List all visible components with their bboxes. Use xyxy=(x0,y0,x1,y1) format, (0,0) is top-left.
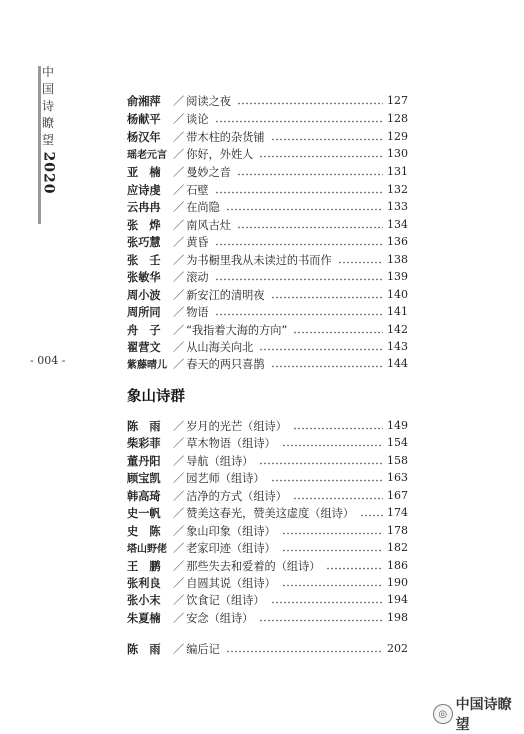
toc-page: 149 xyxy=(387,419,408,432)
toc-separator: ／ xyxy=(173,323,185,337)
toc-page: 128 xyxy=(387,112,408,125)
toc-page: 138 xyxy=(387,253,408,266)
toc-row xyxy=(127,338,408,355)
toc-leader xyxy=(226,208,383,211)
toc-separator: ／ xyxy=(173,593,185,607)
spine-char: 国 xyxy=(41,82,54,96)
toc-separator: ／ xyxy=(173,611,185,625)
toc-title: 那些失去和爱着的（组诗） xyxy=(186,559,321,573)
toc-page: 163 xyxy=(387,471,408,484)
toc-author: 顾宝凯 xyxy=(127,471,161,485)
toc-separator: ／ xyxy=(173,253,185,267)
toc-leader xyxy=(338,261,383,264)
toc-page: 129 xyxy=(387,130,408,143)
toc-leader xyxy=(259,155,383,158)
toc-page: 154 xyxy=(387,436,408,449)
toc-leader xyxy=(326,567,383,570)
toc-title: 春天的两只喜鹊 xyxy=(186,357,265,371)
toc-row xyxy=(127,609,408,626)
toc-author: 云冉冉 xyxy=(127,200,161,214)
toc-separator: ／ xyxy=(173,288,185,302)
toc-separator: ／ xyxy=(173,165,185,179)
toc-author: 张 壬 xyxy=(127,253,161,267)
toc-title: 从山海关向北 xyxy=(186,340,254,354)
toc-row xyxy=(127,574,408,591)
spine-title xyxy=(40,64,56,195)
toc-title: 带木柱的杂货铺 xyxy=(186,130,265,144)
toc-page: 178 xyxy=(387,524,408,537)
toc-author: 陈 雨 xyxy=(127,419,161,433)
toc-row xyxy=(127,434,408,451)
toc-author: 舟 子 xyxy=(127,323,161,337)
toc-row xyxy=(127,233,408,250)
toc-leader xyxy=(259,462,383,465)
toc-page: 167 xyxy=(387,489,408,502)
toc-title: 石壁 xyxy=(186,183,209,197)
toc-leader xyxy=(259,619,383,622)
toc-page: 136 xyxy=(387,235,408,248)
toc-row xyxy=(127,268,408,285)
toc-leader xyxy=(215,313,383,316)
toc-separator: ／ xyxy=(173,642,185,656)
toc-author: 翟营文 xyxy=(127,340,161,354)
toc-separator: ／ xyxy=(173,454,185,468)
toc-author: 史一帆 xyxy=(127,506,161,520)
spine-char: 中 xyxy=(41,65,54,79)
toc-title: “我指着大海的方向” xyxy=(186,323,288,337)
toc-title: 导航（组诗） xyxy=(186,454,254,468)
toc-row xyxy=(127,504,408,521)
toc-title: 阅读之夜 xyxy=(186,94,231,108)
toc-leader xyxy=(215,278,383,281)
toc-separator: ／ xyxy=(173,340,185,354)
toc-row xyxy=(127,640,408,657)
toc-page: 158 xyxy=(387,454,408,467)
toc-title: 象山印象（组诗） xyxy=(186,524,276,538)
toc-title: 新安江的清明夜 xyxy=(186,288,265,302)
toc-title: 草木物语（组诗） xyxy=(186,436,276,450)
toc-author: 杨汉年 xyxy=(127,130,161,144)
toc-leader xyxy=(293,331,383,334)
toc-separator: ／ xyxy=(173,419,185,433)
toc-row xyxy=(127,92,408,109)
toc-row xyxy=(127,321,408,338)
toc-separator: ／ xyxy=(173,489,185,503)
spine-char: 诗 xyxy=(41,99,54,113)
toc-author: 柴彩菲 xyxy=(127,436,161,450)
toc-author: 张利良 xyxy=(127,576,161,590)
toc-author: 董丹阳 xyxy=(127,454,161,468)
toc-row xyxy=(127,452,408,469)
toc-title: 在尚隐 xyxy=(186,200,220,214)
toc-author: 塔山野佬 xyxy=(127,544,167,555)
toc-title: 洁净的方式（组诗） xyxy=(186,489,287,503)
toc-leader xyxy=(215,120,383,123)
toc-author: 周所同 xyxy=(127,305,161,319)
toc-page: 132 xyxy=(387,183,408,196)
toc-author: 史 陈 xyxy=(127,524,161,538)
wechat-icon: ◎ xyxy=(433,704,453,724)
toc-leader xyxy=(271,601,383,604)
toc-title: 黄昏 xyxy=(186,235,209,249)
toc-title: 赞美这春光，赞美这虚度（组诗） xyxy=(186,506,355,520)
spine-char: 望 xyxy=(41,133,54,147)
toc-row xyxy=(127,539,408,556)
toc-page: 140 xyxy=(387,288,408,301)
toc-page: 131 xyxy=(387,165,408,178)
toc-author: 亚 楠 xyxy=(127,165,161,179)
toc-author: 张巧慧 xyxy=(127,235,161,249)
watermark xyxy=(433,694,524,734)
toc-author: 周小波 xyxy=(127,288,161,302)
toc-page: 142 xyxy=(387,323,408,336)
toc-author: 朱夏楠 xyxy=(127,611,161,625)
toc-author: 王 鹏 xyxy=(127,559,161,573)
toc-page: 186 xyxy=(387,559,408,572)
toc-row xyxy=(127,469,408,486)
toc-separator: ／ xyxy=(173,524,185,538)
toc-title: 南风古灶 xyxy=(186,218,231,232)
toc-leader xyxy=(215,191,383,194)
toc-separator: ／ xyxy=(173,218,185,232)
toc-separator: ／ xyxy=(173,559,185,573)
toc-separator: ／ xyxy=(173,541,185,555)
toc-page: 143 xyxy=(387,340,408,353)
toc-title: 滚动 xyxy=(186,270,209,284)
toc-page: 144 xyxy=(387,357,408,370)
toc-author: 俞湘萍 xyxy=(127,94,161,108)
toc-page: 127 xyxy=(387,94,408,107)
watermark-text: 中国诗瞭望 xyxy=(455,697,512,733)
toc-leader xyxy=(293,427,383,430)
toc-title: 谈论 xyxy=(186,112,209,126)
toc-separator: ／ xyxy=(173,436,185,450)
toc-separator: ／ xyxy=(173,183,185,197)
toc-page: 202 xyxy=(387,642,408,655)
toc-page: 141 xyxy=(387,305,408,318)
toc-leader xyxy=(259,348,383,351)
toc-page: 198 xyxy=(387,611,408,624)
toc-leader xyxy=(271,365,383,368)
toc-separator: ／ xyxy=(173,94,185,108)
toc-row xyxy=(127,110,408,127)
toc-row xyxy=(127,286,408,303)
toc-row xyxy=(127,522,408,539)
toc-page: 174 xyxy=(387,506,408,519)
toc-row xyxy=(127,417,408,434)
toc-separator: ／ xyxy=(173,357,185,371)
toc-page: 139 xyxy=(387,270,408,283)
toc-separator: ／ xyxy=(173,576,185,590)
toc-leader xyxy=(271,479,383,482)
toc-page: 133 xyxy=(387,200,408,213)
toc-leader xyxy=(282,532,383,535)
section-title: 象山诗群 xyxy=(127,389,185,405)
toc-leader xyxy=(226,650,383,653)
toc-row xyxy=(127,128,408,145)
toc-title: 饮食记（组诗） xyxy=(186,593,265,607)
toc-author: 张小末 xyxy=(127,593,161,607)
toc-title: 物语 xyxy=(186,305,209,319)
toc-author: 紫藤晴儿 xyxy=(127,360,167,371)
toc-row xyxy=(127,251,408,268)
toc-author: 杨献平 xyxy=(127,112,161,126)
toc-row xyxy=(127,591,408,608)
toc-row xyxy=(127,198,408,215)
toc-page: 130 xyxy=(387,147,408,160)
toc-title: 你好，外姓人 xyxy=(186,147,254,161)
toc-author: 韩高琦 xyxy=(127,489,161,503)
toc-page: 194 xyxy=(387,593,408,606)
toc-leader xyxy=(237,102,383,105)
toc-separator: ／ xyxy=(173,200,185,214)
toc-leader xyxy=(282,549,383,552)
toc-row xyxy=(127,355,408,372)
toc-separator: ／ xyxy=(173,112,185,126)
toc-title: 园艺师（组诗） xyxy=(186,471,265,485)
toc-author: 陈 雨 xyxy=(127,642,161,656)
toc-author: 张 烨 xyxy=(127,218,161,232)
toc-title: 岁月的光芒（组诗） xyxy=(186,419,287,433)
toc-leader xyxy=(271,296,383,299)
toc-title: 曼妙之音 xyxy=(186,165,231,179)
toc-title: 编后记 xyxy=(186,642,220,656)
toc-title: 老家印迹（组诗） xyxy=(186,541,276,555)
toc-row xyxy=(127,303,408,320)
toc-separator: ／ xyxy=(173,130,185,144)
toc-separator: ／ xyxy=(173,270,185,284)
toc-title: 自圆其说（组诗） xyxy=(186,576,276,590)
spine-year: 2020 xyxy=(40,151,56,195)
toc-leader xyxy=(293,497,383,500)
toc-separator: ／ xyxy=(173,471,185,485)
toc-row xyxy=(127,557,408,574)
toc-separator: ／ xyxy=(173,147,185,161)
toc-author: 张敏华 xyxy=(127,270,161,284)
page-number: - 004 - xyxy=(30,354,66,367)
toc-leader xyxy=(215,243,383,246)
toc-leader xyxy=(360,514,383,517)
spine-char: 瞭 xyxy=(41,116,54,130)
toc-page: 182 xyxy=(387,541,408,554)
toc-row xyxy=(127,163,408,180)
toc-leader xyxy=(282,584,383,587)
toc-author: 应诗虔 xyxy=(127,183,161,197)
toc-author: 瑶老元言 xyxy=(127,150,167,161)
toc-separator: ／ xyxy=(173,305,185,319)
toc-title: 为书橱里我从未读过的书而作 xyxy=(186,253,332,267)
toc-leader xyxy=(271,138,383,141)
toc-row xyxy=(127,216,408,233)
toc-page: 134 xyxy=(387,218,408,231)
toc-row xyxy=(127,181,408,198)
toc-row xyxy=(127,145,408,162)
toc-leader xyxy=(237,226,383,229)
toc-separator: ／ xyxy=(173,235,185,249)
toc-leader xyxy=(237,173,383,176)
toc-page: 190 xyxy=(387,576,408,589)
toc-leader xyxy=(282,444,383,447)
toc-title: 安念（组诗） xyxy=(186,611,254,625)
toc-separator: ／ xyxy=(173,506,185,520)
toc-row xyxy=(127,487,408,504)
